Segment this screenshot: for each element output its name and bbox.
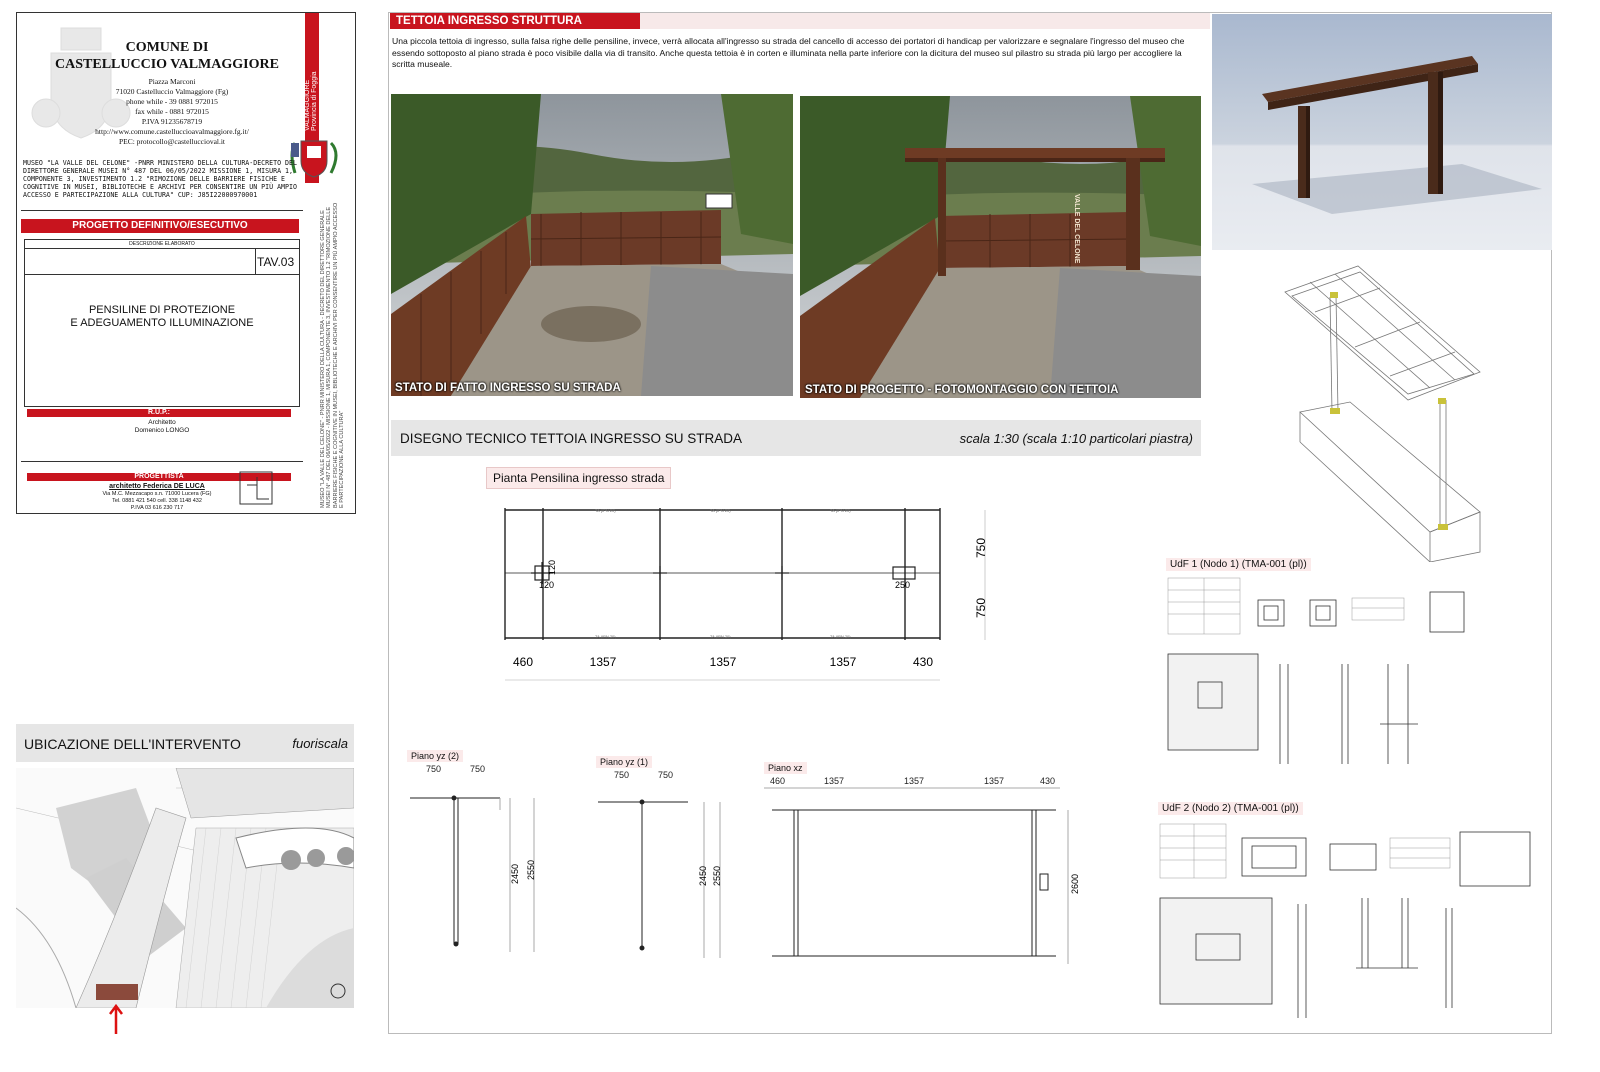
drawing-header: [391, 420, 1201, 456]
location-map: [16, 768, 354, 1008]
plan-dim-bottom: 430: [912, 655, 934, 669]
yz1-dim-side: 2450: [698, 865, 708, 887]
photo-before-caption: STATO DI FATTO INGRESSO SU STRADA: [395, 382, 621, 394]
rup-name: Architetto Domenico LONGO: [134, 419, 190, 434]
plan-dim-small: 120: [547, 559, 557, 575]
ubicazione-header: [16, 724, 354, 762]
divider: [25, 274, 299, 275]
section-title: TETTOIA INGRESSO STRUTTURA: [390, 13, 640, 29]
ubicazione-title: UBICAZIONE DELL'INTERVENTO: [24, 736, 241, 752]
side-vertical-text: COMUNE DI CASTELLUCCIO VALMAGGIORE Provincia di Foggia: [297, 35, 318, 131]
ente-title: COMUNE DI CASTELLUCCIO VALMAGGIORE: [55, 40, 279, 72]
yz2-drawing: [400, 762, 560, 1012]
address-line: PEC: protocollo@castelluccioval.it: [118, 137, 226, 146]
tav-number: TAV.03: [257, 255, 295, 269]
section-title-bar: [640, 13, 1210, 29]
rup-label: R.U.P.:: [27, 409, 291, 417]
address-line: fax while - 0881 972015: [135, 107, 209, 116]
divider: [21, 210, 303, 211]
yz1-dim-top: 750: [658, 770, 674, 780]
svg-text:TA (IPN 20): TA (IPN 20): [830, 634, 851, 639]
elaborato-header: DESCRIZIONE ELABORATO: [129, 241, 195, 247]
divider: [21, 461, 303, 462]
svg-text:TA (IPN 20): TA (IPN 20): [830, 508, 851, 513]
photo-after: [800, 96, 1201, 398]
plan-dim-side: 750: [974, 597, 988, 619]
yz2-dim-top: 750: [426, 764, 442, 774]
yz2-label: Piano yz (2): [407, 750, 463, 762]
photo-before: [391, 94, 793, 396]
project-description: MUSEO "LA VALLE DEL CELONE" -PNRR MINISTERO DELLA CULTURA-DECRETO DEL DIRETTORE GENERALE MUSEI N° 487 DEL 06/05/2022 MISSIONE 1, MISURA 1, COMPONENTE 3, INVESTIMENTO 1.2 "RIMOZIONE DELLE BARRIERE FISICHE E COGNITIVE IN MUSEI, BIBLIOTECHE E ARCHIVI PER CONSENTIRE UN PIÙ AMPIO ACCESSO E PARTECIPAZIONE ALLA CULTURA" CUP: J85I22000970001: [23, 159, 297, 199]
udf1-label: UdF 1 (Nodo 1) (TMA-001 (pl)): [1166, 558, 1311, 571]
yz2-dim-side: 2450: [510, 863, 520, 885]
svg-text:TA (IPN 20): TA (IPN 20): [595, 508, 616, 513]
xz-dim-top: 1357: [984, 776, 1005, 786]
plan-dim-bottom: 1357: [709, 655, 737, 669]
xz-dim-top: 430: [1040, 776, 1056, 786]
udf2-details: [1156, 818, 1546, 1028]
yz2-dim-top: 750: [470, 764, 486, 774]
xz-label: Piano xz: [764, 762, 807, 774]
xz-dim-top: 1357: [904, 776, 925, 786]
render-3d-canopy: [1212, 14, 1552, 250]
title-block: [16, 12, 356, 514]
udf2-label: UdF 2 (Nodo 2) (TMA-001 (pl)): [1158, 802, 1303, 815]
yz2-dim-side: 2550: [526, 859, 536, 881]
elaborato-box: [24, 239, 300, 407]
svg-text:TA (IPN 20): TA (IPN 20): [710, 508, 731, 513]
xz-dim-top: 460: [770, 776, 786, 786]
side-vertical-long-text: MUSEO "LA VALLE DEL CELONE" - PNRR MINISTERO DELLA CULTURA - DECRETO DEL DIRETTORE GENERALE MUSEI N° 487 DEL 06/05/2022 - MISSIONE 1, MISURA 1, COMPONENTE 3, INVESTIMENTO 1.2 "RIMOZIONE DELLE BARRIERE FISICHE E COGNITIVE IN MUSEI, BIBLIOTECHE E ARCHIVI PER CONSENTIRE UN PIÙ AMPIO ACCESSO E PARTECIPAZIONE ALLA CULTURA": [320, 202, 346, 508]
plan-label: Pianta Pensilina ingresso strada: [486, 467, 671, 489]
structural-wireframe: [1280, 262, 1510, 562]
svg-text:TA (IPN 20): TA (IPN 20): [595, 634, 616, 639]
ente-address: [77, 77, 267, 147]
address-line: phone while - 39 0881 972015: [126, 97, 218, 106]
photo-after-caption: STATO DI PROGETTO - FOTOMONTAGGIO CON TETTOIA: [805, 384, 1119, 396]
drawing-title: DISEGNO TECNICO TETTOIA INGRESSO SU STRADA: [400, 431, 743, 446]
svg-text:TA (IPN 20): TA (IPN 20): [710, 634, 731, 639]
progettista-name: architetto Federica DE LUCA: [109, 483, 205, 490]
udf1-details: [1164, 574, 1484, 774]
plan-dim-bottom: 1357: [829, 655, 857, 669]
xz-drawing: [760, 774, 1080, 994]
xz-dim-top: 1357: [824, 776, 845, 786]
plan-dim-small: 250: [895, 580, 911, 590]
plan-dim-small: 120: [539, 580, 555, 590]
phase-label: PROGETTO DEFINITIVO/ESECUTIVO: [21, 219, 299, 233]
plan-dim-side: 750: [974, 537, 988, 559]
drawing-scale: scala 1:30 (scala 1:10 particolari piastra): [959, 431, 1193, 446]
yz1-dim-side: 2550: [712, 865, 722, 887]
progettista-info: Via M.C. Mezzacapo s.n. 71000 Lucera (FG) Tel. 0881 421 540 cell. 338 1148 432 P.IVA 03 616 230 717: [102, 491, 212, 511]
yz1-drawing: [592, 768, 752, 988]
address-line: P.IVA 91235678719: [141, 117, 203, 126]
ubicazione-scale: fuoriscala: [292, 736, 348, 751]
plan-dim-bottom: 1357: [589, 655, 617, 669]
address-line: http://www.comune.castelluccioavalmaggiore.fg.it/: [95, 127, 249, 136]
section-description: Una piccola tettoia di ingresso, sulla falsa righe delle pensiline, invece, verrà allocata all'ingresso su strada del cancello di accesso dei portatori di handicap per valorizzare e segnalare l'ingresso del museo che essendo sottoposto al piano strada è poco visibile dalla via di transito. Anche questa tettoia è in corten e illuminata nella parte inferiore con la dicitura del museo sul pilastro su strada più largo per accogliere la scritta museale.: [392, 36, 1185, 69]
arrow-up-icon: [106, 1002, 126, 1036]
xz-dim-side: 2600: [1070, 873, 1080, 895]
address-line: 71020 Castelluccio Valmaggiore (Fg): [115, 87, 229, 96]
plan-dim-bottom: 460: [512, 655, 534, 669]
canopy-sign-text: VALLE DEL CELONE: [1073, 194, 1080, 264]
intervention-area-marker: [96, 984, 138, 1000]
yz1-label: Piano yz (1): [596, 756, 652, 768]
signature-stamp: [239, 471, 273, 505]
plan-drawing: [495, 500, 1015, 690]
yz1-dim-top: 750: [614, 770, 630, 780]
progettista-label: PROGETTISTA: [27, 473, 291, 481]
tav-title: PENSILINE DI PROTEZIONE E ADEGUAMENTO ILLUMINAZIONE: [70, 304, 254, 329]
address-line: Piazza Marconi: [148, 77, 196, 86]
